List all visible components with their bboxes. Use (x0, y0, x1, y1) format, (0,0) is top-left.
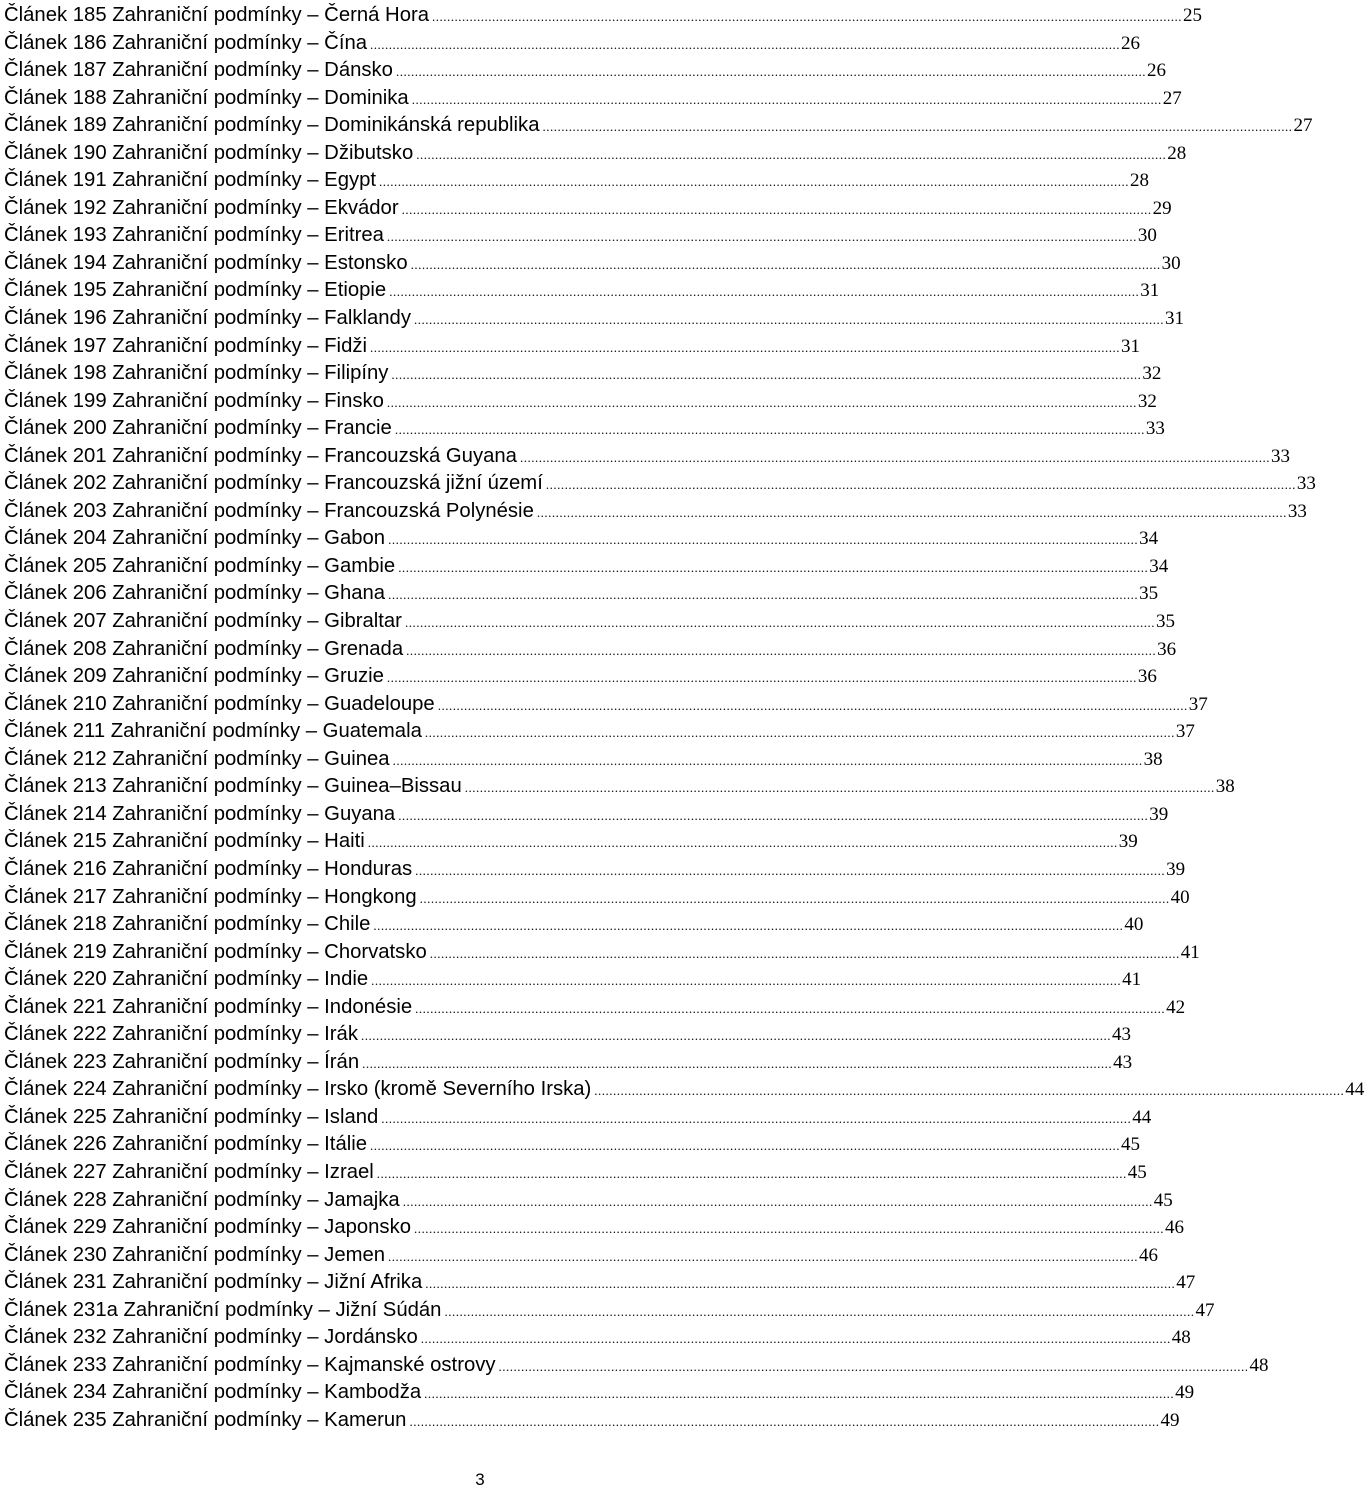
toc-entry-title: Článek 224 Zahraniční podmínky – Irsko (kromě Severního Irska) (4, 1078, 592, 1101)
toc-entry[interactable] (4, 222, 1157, 250)
toc-entry-title: Článek 198 Zahraniční podmínky – Filipíny (4, 362, 389, 385)
toc-entry-page: 39 (1149, 803, 1169, 825)
toc-entry-title: Článek 201 Zahraniční podmínky – Francouzská Guyana (4, 444, 517, 467)
toc-entry[interactable] (4, 1407, 1180, 1435)
toc-entry[interactable] (4, 911, 1144, 939)
toc-entry[interactable] (4, 470, 1316, 498)
toc-entry-title: Článek 190 Zahraniční podmínky – Džibutsko (4, 141, 414, 164)
toc-entry[interactable] (4, 1104, 1152, 1132)
toc-dot-leader: ........................................................................................................................................................................................................ (437, 697, 1188, 713)
toc-entry[interactable] (4, 2, 1203, 30)
toc-entry-title: Článek 206 Zahraniční podmínky – Ghana (4, 582, 386, 605)
toc-entry-page: 43 (1113, 1051, 1133, 1073)
toc-entry[interactable] (4, 994, 1186, 1022)
toc-dot-leader: ........................................................................................................................................................................................................ (371, 973, 1122, 989)
toc-dot-leader: ........................................................................................................................................................................................................ (402, 1193, 1153, 1209)
toc-dot-leader: ........................................................................................................................................................................................................ (388, 587, 1139, 603)
toc-entry-page: 28 (1167, 142, 1187, 164)
toc-dot-leader: ........................................................................................................................................................................................................ (419, 890, 1170, 906)
toc-dot-leader: ........................................................................................................................................................................................................ (424, 1386, 1175, 1402)
toc-entry[interactable] (4, 415, 1165, 443)
toc-entry-page: 37 (1175, 721, 1195, 743)
toc-entry-page: 37 (1188, 693, 1208, 715)
toc-entry[interactable] (4, 388, 1157, 416)
toc-entry-page: 26 (1121, 32, 1141, 54)
toc-entry-title: Článek 211 Zahraniční podmínky – Guatemala (4, 720, 422, 743)
toc-dot-leader: ........................................................................................................................................................................................................ (429, 945, 1180, 961)
toc-entry-title: Článek 229 Zahraniční podmínky – Japonsko (4, 1216, 411, 1239)
toc-entry-page: 32 (1137, 390, 1157, 412)
toc-entry[interactable] (4, 443, 1290, 471)
toc-entry[interactable] (4, 1049, 1133, 1077)
toc-entry-title: Článek 217 Zahraniční podmínky – Hongkong (4, 885, 417, 908)
toc-entry-title: Článek 193 Zahraniční podmínky – Eritrea (4, 224, 384, 247)
toc-entry-page: 34 (1149, 555, 1169, 577)
toc-entry[interactable] (4, 718, 1195, 746)
toc-entry-title: Článek 226 Zahraniční podmínky – Itálie (4, 1133, 368, 1156)
toc-entry-page: 47 (1195, 1299, 1215, 1321)
toc-entry-page: 39 (1118, 831, 1138, 853)
toc-entry-page: 33 (1287, 500, 1307, 522)
toc-entry-page: 49 (1160, 1409, 1180, 1431)
toc-entry[interactable] (4, 1324, 1191, 1352)
toc-entry-title: Článek 232 Zahraniční podmínky – Jordánsko (4, 1326, 418, 1349)
toc-entry[interactable] (4, 167, 1150, 195)
toc-entry[interactable] (4, 828, 1138, 856)
toc-entry[interactable] (4, 195, 1172, 223)
toc-entry-page: 33 (1296, 473, 1316, 495)
toc-entry[interactable] (4, 1021, 1131, 1049)
toc-dot-leader: ........................................................................................................................................................................................................ (424, 725, 1175, 741)
toc-entry-page: 41 (1180, 941, 1200, 963)
toc-dot-leader: ........................................................................................................................................................................................................ (391, 367, 1142, 383)
toc-entry-page: 42 (1166, 996, 1186, 1018)
toc-dot-leader: ........................................................................................................................................................................................................ (411, 91, 1162, 107)
toc-entry-title: Článek 209 Zahraniční podmínky – Gruzie (4, 665, 384, 688)
toc-entry-page: 38 (1215, 776, 1235, 798)
toc-entry-title: Článek 215 Zahraniční podmínky – Haiti (4, 830, 365, 853)
toc-entry-title: Článek 194 Zahraniční podmínky – Estonsko (4, 251, 408, 274)
toc-entry-page: 35 (1139, 583, 1159, 605)
toc-entry-title: Článek 231 Zahraniční podmínky – Jižní Afrika (4, 1271, 423, 1294)
toc-dot-leader: ........................................................................................................................................................................................................ (406, 642, 1157, 658)
toc-entry-title: Článek 192 Zahraniční podmínky – Ekvádor (4, 196, 399, 219)
toc-dot-leader: ........................................................................................................................................................................................................ (416, 146, 1167, 162)
toc-entry-page: 43 (1111, 1024, 1131, 1046)
toc-dot-leader: ........................................................................................................................................................................................................ (376, 1165, 1127, 1181)
toc-entry-title: Článek 219 Zahraniční podmínky – Chorvatsko (4, 940, 427, 963)
toc-dot-leader: ........................................................................................................................................................................................................ (498, 1358, 1249, 1374)
toc-dot-leader: ........................................................................................................................................................................................................ (389, 284, 1140, 300)
toc-entry[interactable] (4, 801, 1169, 829)
toc-entry-page: 27 (1293, 115, 1313, 137)
toc-entry-page: 48 (1171, 1327, 1191, 1349)
toc-entry[interactable] (4, 277, 1160, 305)
toc-entry-page: 32 (1142, 363, 1162, 385)
toc-entry-title: Článek 212 Zahraniční podmínky – Guinea (4, 747, 390, 770)
toc-entry-title: Článek 228 Zahraniční podmínky – Jamajka (4, 1188, 400, 1211)
toc-dot-leader: ........................................................................................................................................................................................................ (370, 339, 1120, 355)
toc-entry-title: Článek 233 Zahraniční podmínky – Kajmanské ostrovy (4, 1353, 496, 1376)
toc-dot-leader: ........................................................................................................................................................................................................ (425, 1276, 1176, 1292)
toc-dot-leader: ........................................................................................................................................................................................................ (401, 201, 1152, 217)
toc-entry[interactable] (4, 1269, 1196, 1297)
toc-entry-page: 41 (1122, 969, 1142, 991)
toc-dot-leader: ........................................................................................................................................................................................................ (464, 780, 1215, 796)
toc-dot-leader: ........................................................................................................................................................................................................ (536, 504, 1287, 520)
toc-dot-leader: ........................................................................................................................................................................................................ (444, 1303, 1195, 1319)
toc-entry-title: Článek 225 Zahraniční podmínky – Island (4, 1105, 379, 1128)
toc-entry[interactable] (4, 360, 1162, 388)
toc-entry-page: 35 (1155, 611, 1175, 633)
toc-entry-title: Článek 208 Zahraniční podmínky – Grenada (4, 637, 404, 660)
toc-entry-title: Článek 220 Zahraniční podmínky – Indie (4, 968, 369, 991)
toc-dot-leader: ........................................................................................................................................................................................................ (386, 670, 1137, 686)
toc-entry-title: Článek 191 Zahraniční podmínky – Egypt (4, 169, 377, 192)
toc-entry-page: 44 (1345, 1079, 1364, 1101)
toc-entry-page: 40 (1124, 914, 1144, 936)
toc-entry-page: 44 (1132, 1106, 1152, 1128)
toc-entry-page: 45 (1121, 1134, 1141, 1156)
toc-entry[interactable] (4, 30, 1141, 58)
toc-entry-title: Článek 200 Zahraniční podmínky – Francie (4, 417, 392, 440)
toc-entry-page: 25 (1183, 5, 1203, 26)
toc-entry-title: Článek 187 Zahraniční podmínky – Dánsko (4, 59, 393, 82)
toc-entry-page: 33 (1270, 445, 1290, 467)
toc-entry-page: 45 (1127, 1161, 1147, 1183)
toc-entry-title: Článek 197 Zahraniční podmínky – Fidži (4, 334, 367, 357)
toc-entry-title: Článek 188 Zahraniční podmínky – Dominika (4, 86, 409, 109)
toc-entry-page: 46 (1165, 1217, 1184, 1239)
toc-entry[interactable] (4, 57, 1166, 85)
toc-entry-page: 49 (1175, 1382, 1195, 1404)
toc-entry-page: 39 (1166, 858, 1186, 880)
toc-entry[interactable] (4, 1131, 1141, 1159)
toc-entry[interactable] (4, 85, 1182, 113)
toc-dot-leader: ........................................................................................................................................................................................................ (394, 422, 1145, 438)
toc-dot-leader: ........................................................................................................................................................................................................ (373, 918, 1124, 934)
toc-entry-page: 28 (1130, 170, 1150, 192)
toc-dot-leader: ........................................................................................................................................................................................................ (381, 1110, 1132, 1126)
toc-dot-leader: ........................................................................................................................................................................................................ (519, 449, 1270, 465)
toc-entry-title: Článek 235 Zahraniční podmínky – Kamerun (4, 1408, 407, 1431)
toc-dot-leader: ........................................................................................................................................................................................................ (545, 477, 1296, 493)
toc-dot-leader: ........................................................................................................................................................................................................ (392, 752, 1143, 768)
toc-entry-title: Článek 196 Zahraniční podmínky – Falklandy (4, 307, 411, 330)
toc-entry[interactable] (4, 580, 1159, 608)
toc-entry-page: 30 (1161, 252, 1181, 274)
toc-entry-page: 31 (1121, 335, 1140, 357)
toc-entry[interactable] (4, 1352, 1269, 1380)
table-of-contents (4, 2, 1364, 1434)
toc-entry-page: 48 (1249, 1354, 1269, 1376)
toc-dot-leader: ........................................................................................................................................................................................................ (432, 9, 1183, 24)
toc-dot-leader: ........................................................................................................................................................................................................ (367, 835, 1118, 851)
toc-entry-title: Článek 203 Zahraniční podmínky – Francouzská Polynésie (4, 499, 534, 522)
toc-entry-page: 31 (1164, 308, 1184, 330)
toc-dot-leader: ........................................................................................................................................................................................................ (542, 119, 1293, 135)
toc-entry-title: Článek 221 Zahraniční podmínky – Indonésie (4, 995, 413, 1018)
toc-dot-leader: ........................................................................................................................................................................................................ (386, 229, 1137, 245)
toc-entry[interactable] (4, 856, 1186, 884)
toc-entry[interactable] (4, 305, 1184, 333)
toc-entry-page: 34 (1139, 528, 1159, 550)
toc-entry-page: 36 (1137, 666, 1157, 688)
toc-dot-leader: ........................................................................................................................................................................................................ (398, 559, 1149, 575)
toc-dot-leader: ........................................................................................................................................................................................................ (404, 615, 1155, 631)
toc-entry[interactable] (4, 663, 1157, 691)
toc-entry-page: 38 (1143, 748, 1163, 770)
toc-dot-leader: ........................................................................................................................................................................................................ (362, 1055, 1113, 1071)
toc-entry[interactable] (4, 1242, 1159, 1270)
toc-dot-leader: ........................................................................................................................................................................................................ (379, 174, 1130, 190)
toc-dot-leader: ........................................................................................................................................................................................................ (414, 1221, 1164, 1237)
toc-entry-page: 30 (1137, 225, 1157, 247)
toc-dot-leader: ........................................................................................................................................................................................................ (388, 1248, 1139, 1264)
toc-entry-title: Článek 205 Zahraniční podmínky – Gambie (4, 554, 396, 577)
toc-entry[interactable] (4, 1159, 1147, 1187)
toc-entry-title: Článek 210 Zahraniční podmínky – Guadeloupe (4, 692, 435, 715)
toc-entry[interactable] (4, 1379, 1195, 1407)
toc-entry[interactable] (4, 1214, 1184, 1242)
toc-entry-title: Článek 185 Zahraniční podmínky – Černá Hora (4, 4, 430, 26)
toc-entry[interactable] (4, 691, 1208, 719)
toc-entry-title: Článek 199 Zahraniční podmínky – Finsko (4, 389, 384, 412)
toc-entry-page: 26 (1146, 60, 1166, 82)
toc-dot-leader: ........................................................................................................................................................................................................ (370, 1138, 1121, 1154)
toc-entry-title: Článek 202 Zahraniční podmínky – Francouzská jižní území (4, 472, 543, 495)
toc-entry-title: Článek 218 Zahraniční podmínky – Chile (4, 913, 371, 936)
toc-entry[interactable] (4, 140, 1187, 168)
toc-entry[interactable] (4, 966, 1142, 994)
toc-entry-title: Článek 227 Zahraniční podmínky – Izrael (4, 1160, 374, 1183)
toc-dot-leader: ........................................................................................................................................................................................................ (386, 394, 1137, 410)
toc-entry[interactable] (4, 498, 1307, 526)
toc-entry[interactable] (4, 939, 1200, 967)
toc-entry-title: Článek 234 Zahraniční podmínky – Kambodža (4, 1381, 422, 1404)
toc-entry-title: Článek 189 Zahraniční podmínky – Dominikánská republika (4, 114, 540, 137)
toc-entry-title: Článek 223 Zahraniční podmínky – Írán (4, 1050, 360, 1073)
toc-entry[interactable] (4, 773, 1235, 801)
toc-entry-page: 46 (1139, 1244, 1159, 1266)
toc-entry-page: 40 (1170, 886, 1190, 908)
toc-entry[interactable] (4, 1297, 1215, 1325)
toc-entry[interactable] (4, 636, 1177, 664)
toc-entry-title: Článek 195 Zahraniční podmínky – Etiopie (4, 279, 387, 302)
toc-entry[interactable] (4, 112, 1313, 140)
toc-dot-leader: ........................................................................................................................................................................................................ (410, 256, 1161, 272)
toc-dot-leader: ........................................................................................................................................................................................................ (395, 64, 1146, 80)
toc-entry-page: 47 (1176, 1272, 1196, 1294)
toc-entry[interactable] (4, 553, 1169, 581)
toc-entry[interactable] (4, 1187, 1173, 1215)
toc-entry-page: 27 (1162, 87, 1182, 109)
toc-entry-title: Článek 222 Zahraniční podmínky – Irák (4, 1023, 358, 1046)
toc-dot-leader: ........................................................................................................................................................................................................ (413, 312, 1164, 328)
toc-entry[interactable] (4, 746, 1163, 774)
toc-entry-title: Článek 204 Zahraniční podmínky – Gabon (4, 527, 386, 550)
toc-entry[interactable] (4, 1076, 1364, 1104)
toc-dot-leader: ........................................................................................................................................................................................................ (594, 1083, 1345, 1099)
toc-entry[interactable] (4, 884, 1190, 912)
toc-dot-leader: ........................................................................................................................................................................................................ (388, 532, 1139, 548)
toc-entry-page: 45 (1153, 1189, 1173, 1211)
toc-dot-leader: ........................................................................................................................................................................................................ (360, 1028, 1111, 1044)
toc-entry-title: Článek 214 Zahraniční podmínky – Guyana (4, 802, 396, 825)
page-number: 3 (475, 1470, 485, 1489)
toc-entry[interactable] (4, 250, 1181, 278)
toc-entry-page: 31 (1140, 280, 1160, 302)
toc-dot-leader: ........................................................................................................................................................................................................ (370, 36, 1121, 52)
toc-dot-leader: ........................................................................................................................................................................................................ (409, 1413, 1160, 1429)
toc-dot-leader: ........................................................................................................................................................................................................ (420, 1331, 1171, 1347)
toc-dot-leader: ........................................................................................................................................................................................................ (415, 1000, 1166, 1016)
toc-entry-title: Článek 230 Zahraniční podmínky – Jemen (4, 1243, 386, 1266)
toc-entry-page: 36 (1157, 638, 1177, 660)
toc-entry[interactable] (4, 333, 1140, 361)
toc-entry-title: Článek 186 Zahraniční podmínky – Čína (4, 31, 368, 54)
toc-entry-title: Článek 213 Zahraniční podmínky – Guinea–Bissau (4, 775, 462, 798)
toc-dot-leader: ........................................................................................................................................................................................................ (415, 862, 1166, 878)
toc-entry-page: 33 (1145, 418, 1165, 440)
toc-entry-title: Článek 231a Zahraniční podmínky – Jižní Súdán (4, 1298, 442, 1321)
toc-entry-page: 29 (1152, 197, 1172, 219)
toc-dot-leader: ........................................................................................................................................................................................................ (398, 807, 1149, 823)
toc-entry-title: Článek 207 Zahraniční podmínky – Gibraltar (4, 610, 402, 633)
toc-entry-title: Článek 216 Zahraniční podmínky – Honduras (4, 857, 413, 880)
toc-entry[interactable] (4, 608, 1175, 636)
toc-entry[interactable] (4, 525, 1159, 553)
